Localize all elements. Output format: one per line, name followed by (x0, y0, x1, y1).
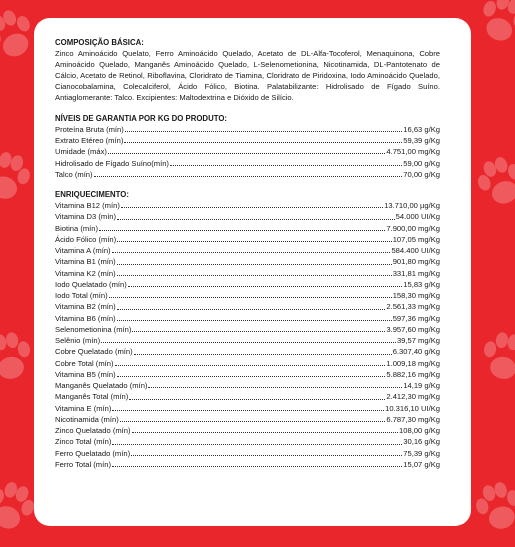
nutrient-name: Extrato Etéreo (mín) (55, 136, 124, 146)
dot-leader (117, 275, 392, 276)
dot-leader (109, 297, 392, 298)
nutrient-value: 108,00 g/Kg (399, 426, 440, 436)
nutrient-row (55, 211, 440, 222)
guarantee-section (55, 113, 440, 180)
nutrient-name: Vitamina K2 (mín) (55, 268, 116, 278)
nutrient-row (55, 256, 440, 267)
composition-text: Zinco Aminoácido Quelato, Ferro Aminoácido Quelado, Acetato de DL-Alfa-Tocoferol, Menaquinona, Cobre Aminoácido Quelado, Manganês Aminoácido Quelado, L-Selenometionina, Nicotinamida, DL-Pantotenato de Cálcio, Acetato de Retinol, Riboflavina, Cloridrato de Tiamina, Cloridrato de Piridoxina, Iodo Aminoácido Quelado, Cianocobalamina, Colecalciferol, Ácido Fólico, Biotina. Palatabilizante: Hidrolisado de Fígado Suíno. Antiaglomerante: Talco. Excipientes: Maltodextrina e Dióxido de Silício. (55, 49, 440, 103)
nutrient-name: Selênio (mín) (55, 336, 101, 346)
dot-leader (94, 176, 403, 177)
nutrient-value: 3.957,60 mg/Kg (386, 324, 440, 334)
nutrient-row (55, 290, 440, 301)
dot-leader (131, 455, 402, 456)
nutrient-value: 7.900,00 mg/Kg (386, 223, 440, 233)
nutrient-name: Cobre Quelatado (mín) (55, 347, 133, 357)
nutrient-row (55, 414, 440, 425)
nutrient-row (55, 234, 440, 245)
nutrient-row (55, 403, 440, 414)
nutrient-name: Manganês Total (mín) (55, 392, 129, 402)
dot-leader (117, 376, 386, 377)
dot-leader (112, 252, 391, 253)
nutrient-row (55, 335, 440, 346)
nutrient-row (55, 324, 440, 335)
dot-leader (129, 399, 385, 400)
nutrient-value: 6.307,40 g/Kg (392, 347, 440, 357)
nutrient-name: Cobre Total (mín) (55, 358, 114, 368)
nutrient-row (55, 346, 440, 357)
nutrient-value: 4.751,00 mg/Kg (386, 147, 440, 157)
dot-leader (132, 331, 385, 332)
nutrient-row (55, 391, 440, 402)
nutrient-row (55, 223, 440, 234)
label-content (55, 37, 440, 470)
paw-print-icon (468, 474, 515, 539)
nutrient-value: 2.412,30 mg/Kg (386, 392, 440, 402)
nutrient-row (55, 157, 440, 168)
guarantee-title: NÍVEIS DE GARANTIA POR KG DO PRODUTO: (55, 113, 227, 123)
nutrient-row (55, 380, 440, 391)
nutrient-name: Iodo Total (mín) (55, 291, 108, 301)
nutrient-value: 14,19 g/Kg (403, 381, 440, 391)
paw-print-icon (476, 326, 515, 388)
dot-leader (99, 230, 385, 231)
dot-leader (128, 286, 403, 287)
enrichment-section (55, 189, 440, 470)
nutrient-name: Vitamina E (mín) (55, 403, 112, 413)
paw-print-icon (468, 148, 515, 216)
nutrient-name: Vitamina B1 (mín) (55, 257, 116, 267)
nutrient-row (55, 448, 440, 459)
nutrient-value: 59,39 g/Kg (403, 136, 440, 146)
nutrient-row (55, 268, 440, 279)
nutrient-value: 75,39 g/Kg (403, 448, 440, 458)
nutrient-value: 5.882,16 mg/Kg (386, 369, 440, 379)
dot-leader (115, 365, 386, 366)
nutrient-name: Vitamina B5 (mín) (55, 369, 116, 379)
nutrient-name: Vitamina B2 (mín) (55, 302, 116, 312)
nutrient-name: Ácido Fólico (mín) (55, 234, 117, 244)
paw-print-icon (0, 144, 38, 209)
enrichment-table (55, 200, 440, 470)
dot-leader (117, 320, 392, 321)
nutrient-row (55, 369, 440, 380)
nutrient-name: Ferro Quelatado (mín) (55, 448, 131, 458)
nutrient-name: Vitamina A (mín) (55, 246, 111, 256)
dot-leader (117, 309, 386, 310)
nutrient-value: 59,00 g/Kg (403, 158, 440, 168)
dot-leader (112, 444, 402, 445)
dot-leader (112, 410, 384, 411)
nutrient-value: 584.400 UI/Kg (391, 246, 440, 256)
nutrient-value: 15,07 g/Kg (403, 459, 440, 469)
nutrient-name: Talco (mín) (55, 169, 93, 179)
nutrient-value: 6.787,30 mg/Kg (386, 414, 440, 424)
nutrient-name: Zinco Quelatado (mín) (55, 426, 131, 436)
nutrient-value: 54.000 UI/Kg (395, 212, 440, 222)
nutrient-value: 10.316,10 UI/Kg (385, 403, 440, 413)
nutrient-value: 39,57 mg/Kg (396, 336, 440, 346)
guarantee-table (55, 124, 440, 180)
nutrient-row (55, 245, 440, 256)
nutrient-value: 30,16 g/Kg (403, 437, 440, 447)
nutrient-name: Selenometionina (mín) (55, 324, 132, 334)
nutrient-name: Vitamina D3 (mín) (55, 212, 117, 222)
dot-leader (148, 387, 402, 388)
nutrient-name: Manganês Quelatado (mín) (55, 381, 148, 391)
dot-leader (101, 342, 396, 343)
nutrient-value: 70,00 g/Kg (403, 169, 440, 179)
dot-leader (112, 466, 402, 467)
nutrient-name: Hidrolisado de Fígado Suíno(mín) (55, 158, 169, 168)
dot-leader (125, 131, 402, 132)
nutrient-name: Proteína Bruta (mín) (55, 124, 124, 134)
nutrient-value: 158,30 mg/Kg (392, 291, 440, 301)
nutrient-row (55, 301, 440, 312)
nutrient-row (55, 425, 440, 436)
dot-leader (117, 264, 392, 265)
dot-leader (170, 165, 402, 166)
paw-print-icon (0, 326, 38, 388)
nutrient-row (55, 124, 440, 135)
dot-leader (132, 432, 398, 433)
nutrient-value: 13.710,00 µg/Kg (384, 201, 440, 211)
dot-leader (124, 142, 402, 143)
nutrient-name: Umidade (máx) (55, 147, 107, 157)
nutrient-row (55, 436, 440, 447)
nutrient-row (55, 200, 440, 211)
dot-leader (134, 354, 392, 355)
nutrient-name: Vitamina B6 (mín) (55, 313, 116, 323)
nutrient-name: Zinco Total (mín) (55, 437, 112, 447)
dot-leader (117, 241, 392, 242)
composition-section (55, 37, 440, 104)
dot-leader (120, 421, 386, 422)
dot-leader (117, 219, 395, 220)
nutrient-row (55, 358, 440, 369)
composition-title: COMPOSIÇÃO BÁSICA: (55, 38, 144, 47)
nutrient-value: 16,63 g/Kg (403, 124, 440, 134)
nutrient-name: Biotina (mín) (55, 223, 99, 233)
nutrient-value: 331,81 mg/Kg (392, 268, 440, 278)
nutrient-value: 901,80 mg/Kg (392, 257, 440, 267)
nutrient-row (55, 146, 440, 157)
nutrient-value: 597,36 mg/Kg (392, 313, 440, 323)
nutrient-name: Vitamina B12 (mín) (55, 201, 120, 211)
enrichment-title: ENRIQUECIMENTO: (55, 189, 129, 199)
nutrient-row (55, 459, 440, 470)
nutrient-row (55, 135, 440, 146)
nutrient-value: 2.561,33 mg/Kg (386, 302, 440, 312)
nutrient-row (55, 169, 440, 180)
nutrient-row (55, 313, 440, 324)
nutrient-name: Iodo Quelatado (mín) (55, 279, 127, 289)
dot-leader (121, 207, 383, 208)
nutrient-name: Nicotinamida (mín) (55, 414, 119, 424)
nutrient-value: 1.009,18 mg/Kg (386, 358, 440, 368)
nutrient-row (55, 279, 440, 290)
dot-leader (108, 153, 385, 154)
nutrient-value: 107,05 mg/Kg (392, 234, 440, 244)
nutrient-name: Ferro Total (mín) (55, 459, 111, 469)
paw-print-icon (470, 0, 515, 53)
nutrient-value: 15,83 g/Kg (403, 279, 440, 289)
